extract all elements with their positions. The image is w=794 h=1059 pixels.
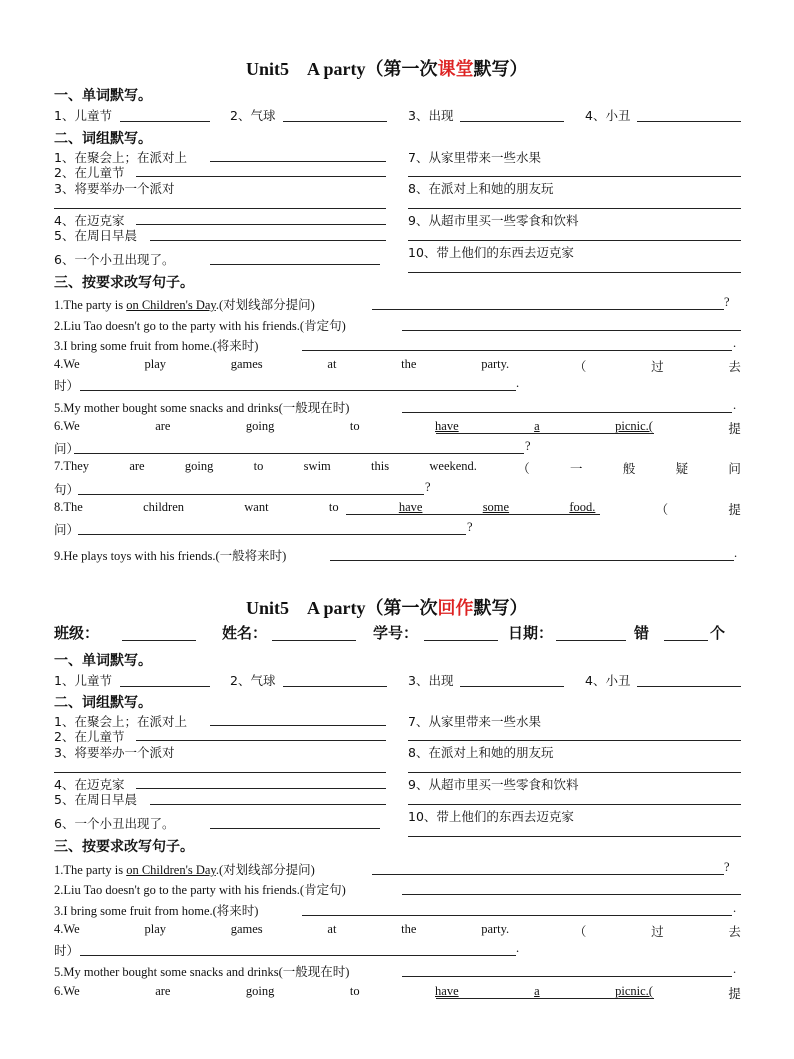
sentence-9-end: . — [734, 546, 738, 560]
class-input-line[interactable] — [122, 640, 196, 641]
student-id-label: 学号： — [373, 624, 419, 642]
ws2-sentence-6-underline — [436, 998, 654, 999]
name-input-line[interactable] — [272, 640, 356, 641]
phrase-prompt-9: 9、从超市里买一些零食和饮料 — [408, 213, 579, 228]
ws2-phrase-answer-line-4[interactable] — [136, 788, 386, 789]
worksheet1-title: Unit5 A party（第一次课堂默写） — [246, 59, 528, 79]
phrase-prompt-8: 8、在派对上和她的朋友玩 — [408, 181, 554, 196]
ws2-phrase-prompt-3: 3、将要举办一个派对 — [54, 745, 175, 760]
ws2-sentence-3-end: . — [733, 901, 737, 915]
sentence-6-answer-line[interactable] — [74, 453, 524, 454]
word-answer-line-1[interactable] — [120, 121, 210, 122]
sentence-1: 1.The party is on Children's Day.(对划线部分提问) — [54, 298, 315, 312]
phrase-prompt-7: 7、从家里带来一些水果 — [408, 150, 541, 165]
ws2-phrase-prompt-9: 9、从超市里买一些零食和饮料 — [408, 777, 579, 792]
sentence-3-answer-line[interactable] — [302, 350, 732, 351]
sentence-9: 9.He plays toys with his friends.(一般将来时) — [54, 549, 287, 563]
wrong-count-input-line[interactable] — [664, 640, 708, 641]
ws2-phrase-prompt-2: 2、在儿童节 — [54, 729, 125, 744]
word-answer-line-3[interactable] — [460, 121, 564, 122]
sentence-4: 4.We play games at the party. （ 过 去 — [54, 357, 741, 374]
word-prompt-4: 4、小丑 — [585, 108, 631, 123]
ws2-sentence-5-end: . — [733, 962, 737, 976]
ws2-phrase-answer-line-6[interactable] — [210, 828, 380, 829]
ws2-sentence-4: 4.We play games at the party. （ 过 去 — [54, 922, 741, 939]
ws2-sentence-3: 3.I bring some fruit from home.(将来时) — [54, 904, 259, 918]
ws2-word-prompt-1: 1、儿童节 — [54, 673, 112, 688]
ws2-phrase-prompt-8: 8、在派对上和她的朋友玩 — [408, 745, 554, 760]
word-answer-line-2[interactable] — [283, 121, 387, 122]
ws2-phrase-answer-line-5[interactable] — [150, 804, 386, 805]
ws2-phrase-prompt-7: 7、从家里带来一些水果 — [408, 714, 541, 729]
sentence-6: 6.We are going to have a picnic.( 提 — [54, 419, 741, 436]
sentence-5-answer-line[interactable] — [402, 412, 732, 413]
ws2-phrase-answer-line-7[interactable] — [408, 740, 741, 741]
phrase-answer-line-2[interactable] — [136, 176, 386, 177]
phrase-answer-line-10[interactable] — [408, 272, 741, 273]
ws2-sentence-1-answer-line[interactable] — [372, 874, 724, 875]
date-label: 日期： — [508, 624, 554, 642]
ws2-phrase-answer-line-8[interactable] — [408, 772, 741, 773]
student-id-input-line[interactable] — [424, 640, 498, 641]
ws2-word-answer-line-3[interactable] — [460, 686, 564, 687]
phrase-prompt-2: 2、在儿童节 — [54, 165, 125, 180]
phrase-answer-line-8[interactable] — [408, 208, 741, 209]
date-input-line[interactable] — [556, 640, 626, 641]
ws2-sentence-4-cont: 时） — [54, 943, 80, 958]
ws2-sentence-4-answer-line[interactable] — [80, 955, 516, 956]
sentence-6-underline — [436, 433, 654, 434]
sentence-4-end: . — [516, 376, 520, 390]
phrase-prompt-4: 4、在迈克家 — [54, 213, 125, 228]
sentence-3-end: . — [733, 336, 737, 350]
ws2-sentence-5: 5.My mother bought some snacks and drinks(一般现在时) — [54, 965, 350, 979]
ws2-sentence-4-end: . — [516, 941, 520, 955]
ws2-word-prompt-4: 4、小丑 — [585, 673, 631, 688]
sentence-8-end: ? — [467, 520, 473, 534]
ws2-section1-heading: 一、单词默写。 — [54, 653, 152, 669]
ws2-word-prompt-3: 3、出现 — [408, 673, 454, 688]
class-label: 班级： — [54, 624, 100, 642]
sentence-2-answer-line[interactable] — [402, 330, 741, 331]
ws2-sentence-2-answer-line[interactable] — [402, 894, 741, 895]
phrase-answer-line-9[interactable] — [408, 240, 741, 241]
section1-heading: 一、单词默写。 — [54, 88, 152, 104]
name-label: 姓名： — [222, 624, 268, 642]
sentence-8-cont: 问） — [54, 522, 80, 537]
phrase-prompt-10: 10、带上他们的东西去迈克家 — [408, 245, 574, 260]
phrase-answer-line-1[interactable] — [210, 161, 386, 162]
sentence-1-answer-line[interactable] — [372, 309, 724, 310]
word-prompt-3: 3、出现 — [408, 108, 454, 123]
sentence-8-answer-line[interactable] — [78, 534, 466, 535]
sentence-4-answer-line[interactable] — [80, 390, 516, 391]
ws2-phrase-answer-line-1[interactable] — [210, 725, 386, 726]
phrase-answer-line-7[interactable] — [408, 176, 741, 177]
ws2-word-answer-line-4[interactable] — [637, 686, 741, 687]
word-prompt-2: 2、气球 — [230, 108, 276, 123]
sentence-6-end: ? — [525, 439, 531, 453]
ws2-sentence-2: 2.Liu Tao doesn't go to the party with his friends.(肯定句) — [54, 883, 346, 897]
ws2-section3-heading: 三、按要求改写句子。 — [54, 839, 194, 855]
section2-heading: 二、词组默写。 — [54, 131, 152, 147]
sentence-3: 3.I bring some fruit from home.(将来时) — [54, 339, 259, 353]
sentence-7-answer-line[interactable] — [78, 494, 424, 495]
ws2-phrase-answer-line-10[interactable] — [408, 836, 741, 837]
worksheet2-title: Unit5 A party（第一次回作默写） — [246, 598, 528, 618]
sentence-4-cont: 时） — [54, 378, 80, 393]
ws2-phrase-prompt-5: 5、在周日早晨 — [54, 792, 137, 807]
sentence-5: 5.My mother bought some snacks and drinks(一般现在时) — [54, 401, 350, 415]
ws2-word-answer-line-1[interactable] — [120, 686, 210, 687]
sentence-6-cont: 问） — [54, 441, 80, 456]
word-prompt-1: 1、儿童节 — [54, 108, 112, 123]
section3-heading: 三、按要求改写句子。 — [54, 275, 194, 291]
ws2-sentence-1-end: ? — [724, 860, 730, 874]
ws2-phrase-answer-line-9[interactable] — [408, 804, 741, 805]
phrase-answer-line-3[interactable] — [54, 208, 386, 209]
phrase-answer-line-6[interactable] — [210, 264, 380, 265]
ws2-phrase-answer-line-2[interactable] — [136, 740, 386, 741]
phrase-answer-line-5[interactable] — [150, 240, 386, 241]
ws2-phrase-prompt-4: 4、在迈克家 — [54, 777, 125, 792]
ws2-phrase-answer-line-3[interactable] — [54, 772, 386, 773]
wrong-count-unit: 个 — [710, 624, 726, 642]
ws2-sentence-1: 1.The party is on Children's Day.(对划线部分提问) — [54, 863, 315, 877]
phrase-prompt-5: 5、在周日早晨 — [54, 228, 137, 243]
sentence-7-end: ? — [425, 480, 431, 494]
ws2-phrase-prompt-1: 1、在聚会上；在派对上 — [54, 714, 187, 729]
ws2-phrase-prompt-6: 6、一个小丑出现了。 — [54, 816, 175, 831]
phrase-prompt-3: 3、将要举办一个派对 — [54, 181, 175, 196]
ws2-sentence-5-answer-line[interactable] — [402, 976, 732, 977]
phrase-prompt-1: 1、在聚会上；在派对上 — [54, 150, 187, 165]
wrong-count-label: 错 — [634, 624, 650, 642]
phrase-answer-line-4[interactable] — [136, 224, 386, 225]
sentence-5-end: . — [733, 398, 737, 412]
ws2-sentence-6: 6.We are going to have a picnic.( 提 — [54, 984, 741, 1001]
sentence-2: 2.Liu Tao doesn't go to the party with his friends.(肯定句) — [54, 319, 346, 333]
ws2-sentence-3-answer-line[interactable] — [302, 915, 732, 916]
ws2-word-prompt-2: 2、气球 — [230, 673, 276, 688]
sentence-8: 8.The children want to have some food. （ 提 — [54, 500, 741, 517]
ws2-word-answer-line-2[interactable] — [283, 686, 387, 687]
sentence-7: 7.They are going to swim this weekend. （ 一 般 疑 问 — [54, 459, 741, 476]
sentence-7-cont: 句） — [54, 482, 80, 497]
phrase-prompt-6: 6、一个小丑出现了。 — [54, 252, 175, 267]
sentence-9-answer-line[interactable] — [330, 560, 734, 561]
ws2-section2-heading: 二、词组默写。 — [54, 695, 152, 711]
sentence-1-end: ? — [724, 295, 730, 309]
sentence-8-underline — [346, 514, 600, 515]
word-answer-line-4[interactable] — [637, 121, 741, 122]
ws2-phrase-prompt-10: 10、带上他们的东西去迈克家 — [408, 809, 574, 824]
